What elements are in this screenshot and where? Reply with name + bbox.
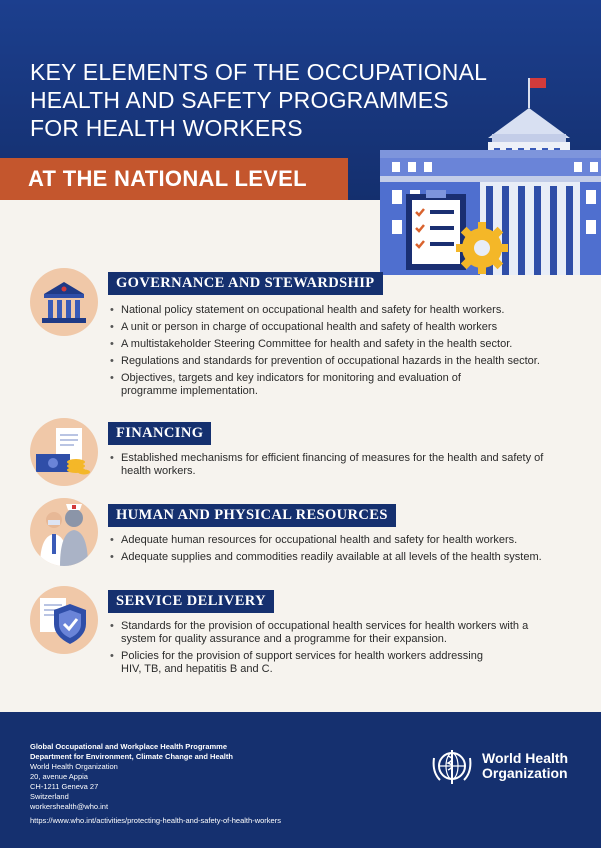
shield-check-icon <box>30 586 98 654</box>
footer-country: Switzerland <box>30 792 69 801</box>
financing-heading: FINANCING <box>108 422 211 445</box>
list-item: • National policy statement on occupational health and safety for health workers. <box>108 304 568 317</box>
service-delivery-bullet-list <box>108 620 548 680</box>
service-delivery-heading: SERVICE DELIVERY <box>108 590 274 613</box>
list-item: • Regulations and standards for prevention of occupational hazards in the health sector. <box>108 355 568 368</box>
who-name <box>482 751 568 781</box>
list-item: • A multistakeholder Steering Committee for health and safety in the health sector. <box>108 338 568 351</box>
money-document-icon <box>30 418 98 486</box>
list-item: • Objectives, targets and key indicators for monitoring and evaluation of programme implementation. <box>108 372 481 398</box>
footer-city: CH-1211 Geneva 27 <box>30 782 99 791</box>
list-item: • Established mechanisms for efficient financing of measures for the health and safety of health workers. <box>108 452 558 478</box>
footer-address <box>30 742 281 826</box>
government-building-illustration <box>370 70 601 275</box>
list-item: • A unit or person in charge of occupational health and safety of health workers <box>108 321 568 334</box>
who-name-line-2: Organization <box>482 765 568 781</box>
financing-bullet-list <box>108 452 558 482</box>
national-level-band <box>0 158 348 200</box>
national-level-label: AT THE NATIONAL LEVEL <box>28 166 307 191</box>
list-item: • Policies for the provision of support services for health workers addressing HIV, TB, and hepatitis B and C. <box>108 650 501 676</box>
footer <box>0 712 601 848</box>
list-item: • Adequate human resources for occupational health and safety for health workers. <box>108 534 568 547</box>
title-line-3: FOR HEALTH WORKERS <box>30 115 303 141</box>
footer-url[interactable]: https://www.who.int/activities/protecting-health-and-safety-of-health-workers <box>30 816 281 825</box>
who-name-line-1: World Health <box>482 750 569 766</box>
who-emblem-icon <box>430 748 474 788</box>
list-item: • Adequate supplies and commodities readily available at all levels of the health system. <box>108 551 568 564</box>
health-workers-icon <box>30 498 98 566</box>
human-physical-resources-bullet-list <box>108 534 568 568</box>
title-line-1: KEY ELEMENTS OF THE OCCUPATIONAL <box>30 59 488 85</box>
footer-org: World Health Organization <box>30 762 118 771</box>
who-logo <box>430 748 569 788</box>
government-building-icon <box>30 268 98 336</box>
footer-street: 20, avenue Appia <box>30 772 88 781</box>
list-item: • Standards for the provision of occupational health services for health workers with a system for quality assurance and a programme for their expansion. <box>108 620 548 646</box>
governance-heading: GOVERNANCE AND STEWARDSHIP <box>108 272 383 295</box>
governance-bullet-list <box>108 304 568 402</box>
human-physical-resources-heading: HUMAN AND PHYSICAL RESOURCES <box>108 504 396 527</box>
footer-department: Department for Environment, Climate Change and Health <box>30 752 233 761</box>
footer-programme: Global Occupational and Workplace Health Programme <box>30 742 227 751</box>
footer-email[interactable]: workershealth@who.int <box>30 802 109 811</box>
title-line-2: HEALTH AND SAFETY PROGRAMMES <box>30 87 449 113</box>
